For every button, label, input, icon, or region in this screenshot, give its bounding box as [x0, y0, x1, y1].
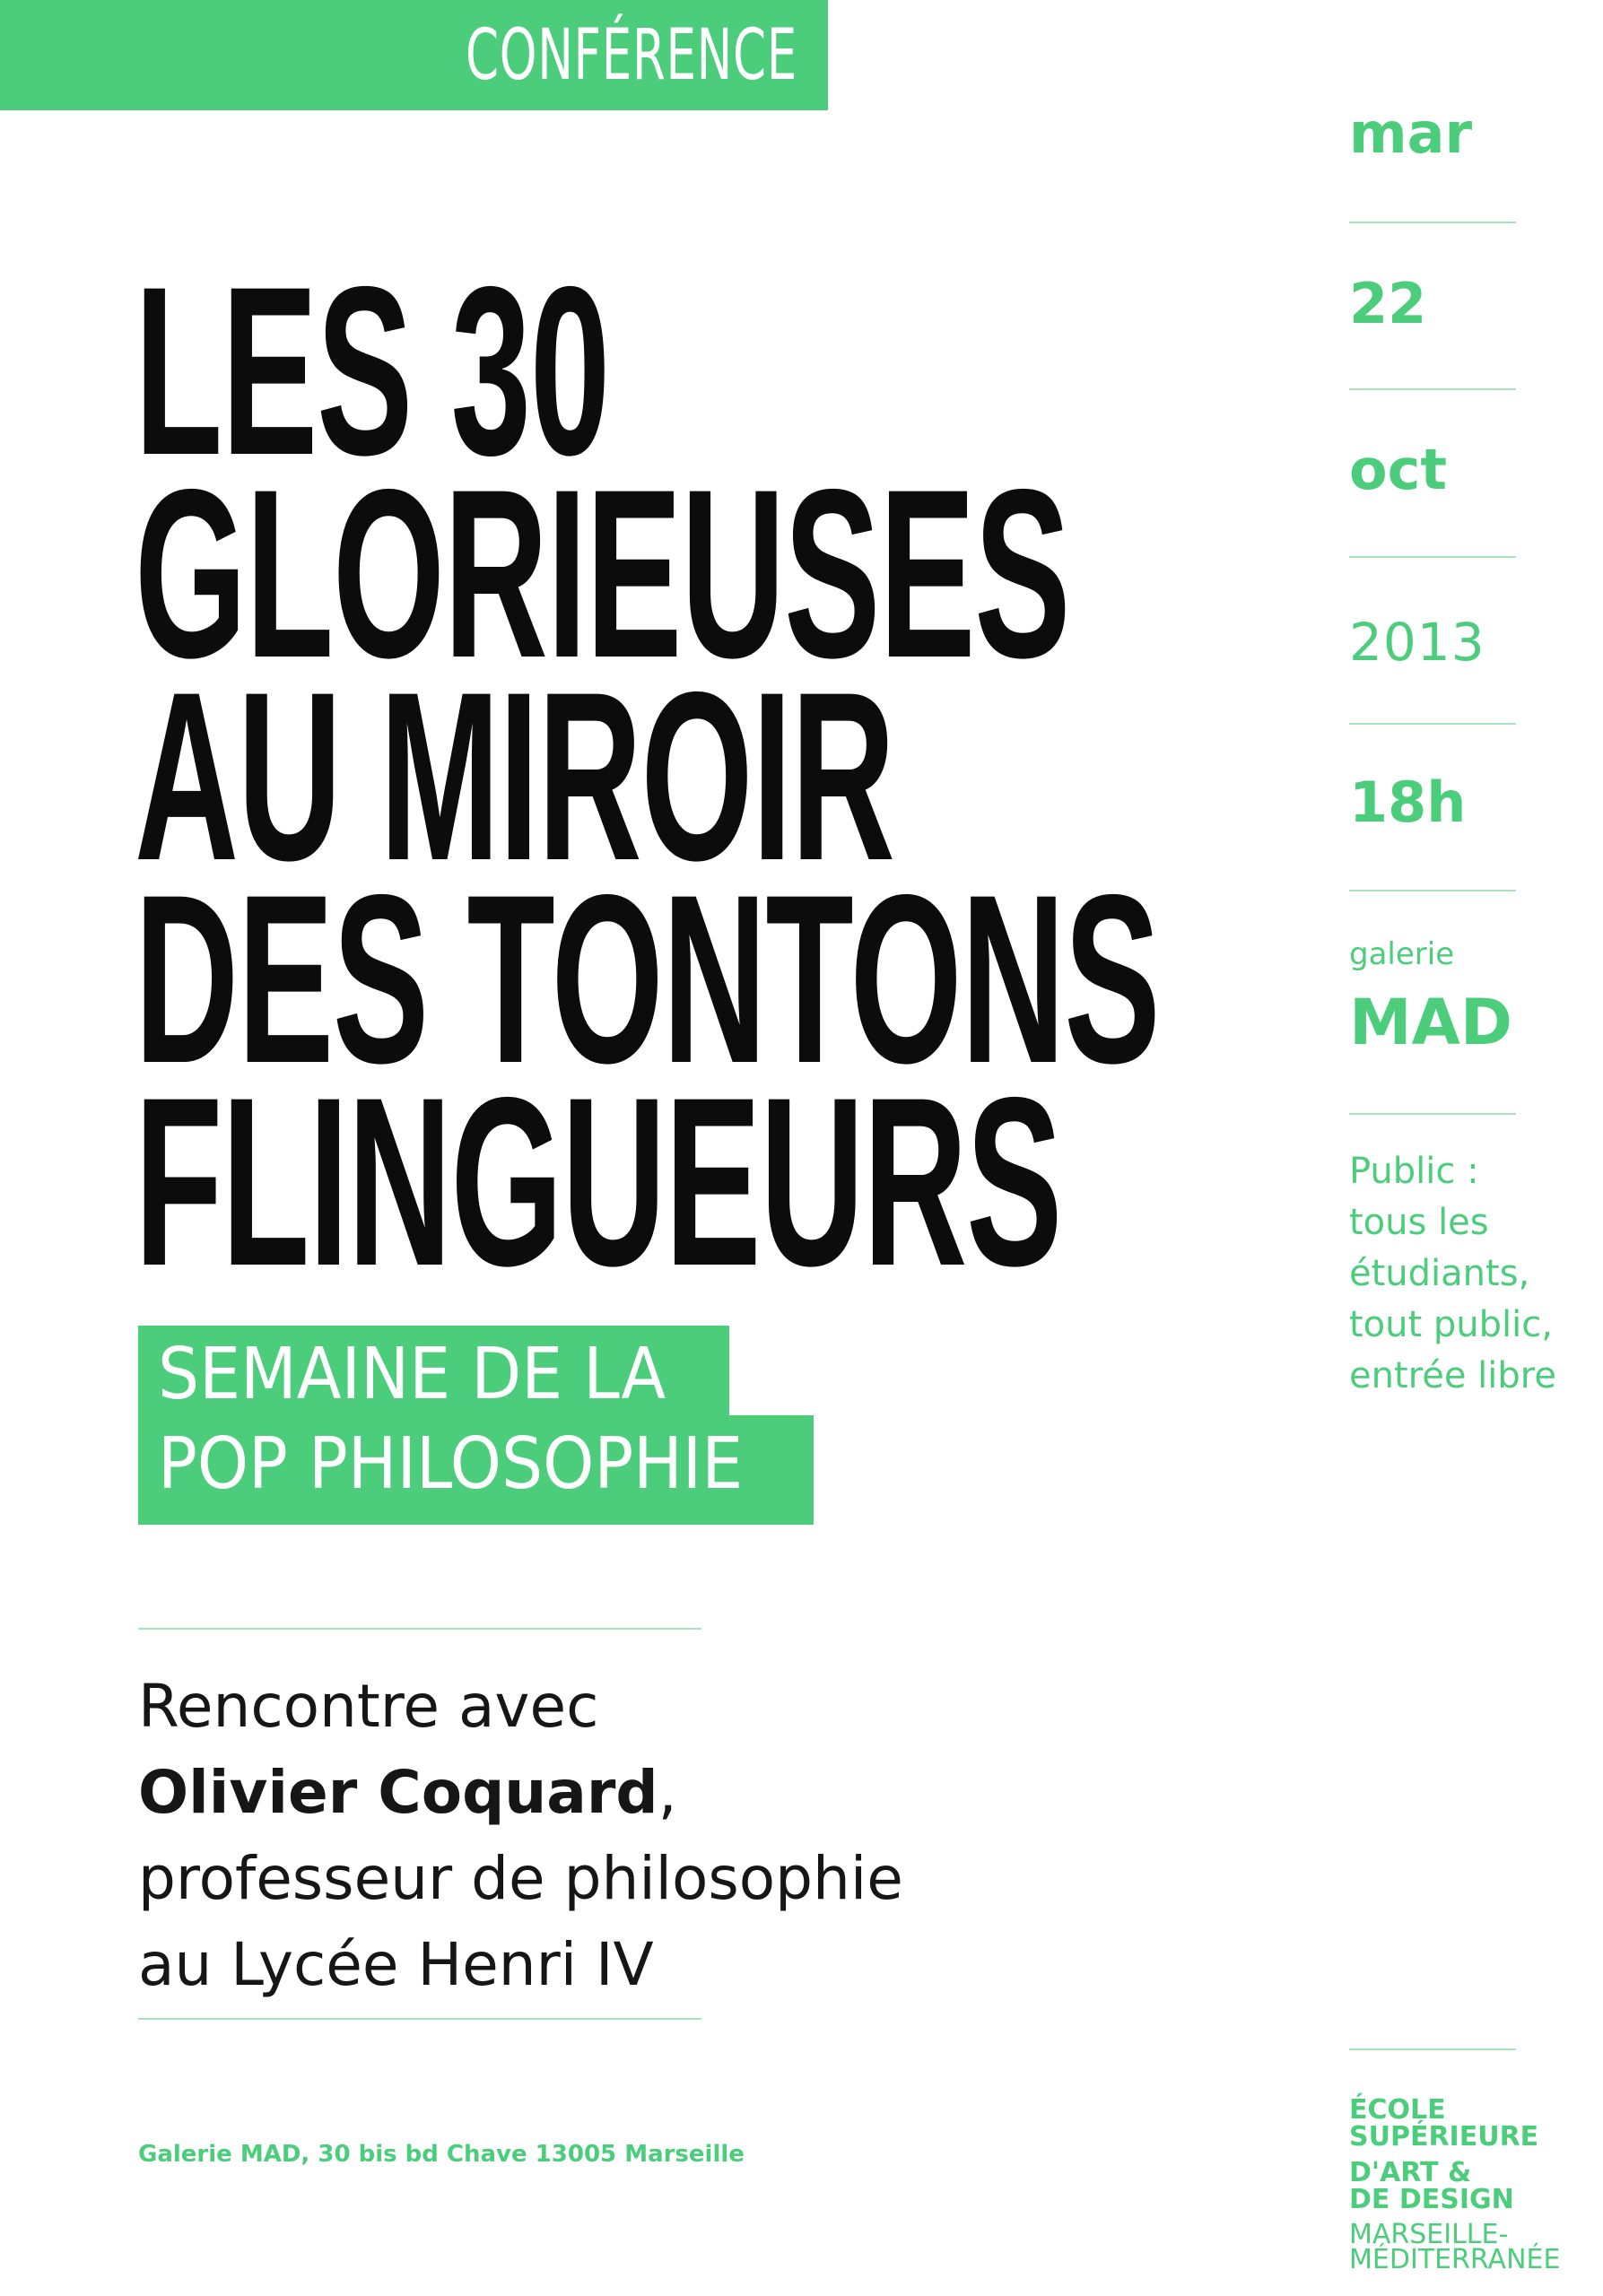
header-label: CONFÉRENCE — [466, 15, 797, 96]
divider — [1349, 723, 1516, 725]
speaker-name-suffix: , — [658, 1758, 677, 1827]
subtitle-line-1: SEMAINE DE LA — [158, 1333, 666, 1415]
school-line: MARSEILLE- — [1349, 2219, 1509, 2250]
title-line: FLINGUEURS — [135, 1047, 1062, 1316]
speaker-name: Olivier Coquard — [138, 1758, 658, 1827]
school-logo — [1349, 2094, 1561, 2275]
subtitle-line-2: POP PHILOSOPHIE — [158, 1422, 744, 1505]
speaker-name-line — [138, 1750, 1125, 1836]
school-line: DE DESIGN — [1349, 2184, 1514, 2215]
speaker-role: professeur de philosophie — [138, 1844, 903, 1913]
venue-label: galerie — [1349, 936, 1455, 972]
title-line: DES TONTONS — [135, 844, 1160, 1113]
audience-line: entrée libre — [1349, 1355, 1556, 1396]
audience-line: Public : — [1349, 1151, 1479, 1192]
divider — [1349, 556, 1516, 558]
divider — [1349, 222, 1516, 223]
poster-title — [135, 236, 1160, 1316]
school-line: ÉCOLE — [1349, 2094, 1446, 2126]
audience-line: étudiants, — [1349, 1253, 1530, 1294]
event-year: 2013 — [1349, 612, 1485, 673]
divider — [138, 1628, 701, 1630]
divider — [138, 2018, 701, 2020]
audience-info — [1349, 1146, 1556, 1402]
subtitle-block-2 — [138, 1415, 814, 1525]
speaker-block — [138, 1664, 1125, 2008]
event-day: mar — [1349, 100, 1473, 166]
event-time: 18h — [1349, 770, 1467, 835]
divider — [1349, 1113, 1516, 1115]
venue-name: MAD — [1349, 986, 1512, 1059]
school-line: MÉDITERRANÉE — [1349, 2244, 1561, 2275]
school-line: D'ART & — [1349, 2157, 1472, 2188]
audience-line: tous les — [1349, 1202, 1489, 1243]
subtitle-block-1 — [138, 1326, 729, 1415]
speaker-intro: Rencontre avec — [138, 1672, 599, 1741]
header-banner — [0, 0, 828, 110]
school-line: SUPÉRIEURE — [1349, 2121, 1539, 2152]
address: Galerie MAD, 30 bis bd Chave 13005 Marseille — [138, 2141, 745, 2168]
speaker-institution: au Lycée Henri IV — [138, 1930, 654, 1999]
title-line: AU MIROIR — [135, 641, 894, 910]
title-line: LES 30 — [135, 236, 610, 505]
divider — [1349, 890, 1516, 891]
divider — [1349, 2048, 1516, 2050]
event-month: oct — [1349, 437, 1447, 502]
audience-line: tout public, — [1349, 1304, 1553, 1345]
title-line: GLORIEUSES — [135, 439, 1070, 708]
event-date: 22 — [1349, 271, 1427, 336]
divider — [1349, 388, 1516, 390]
